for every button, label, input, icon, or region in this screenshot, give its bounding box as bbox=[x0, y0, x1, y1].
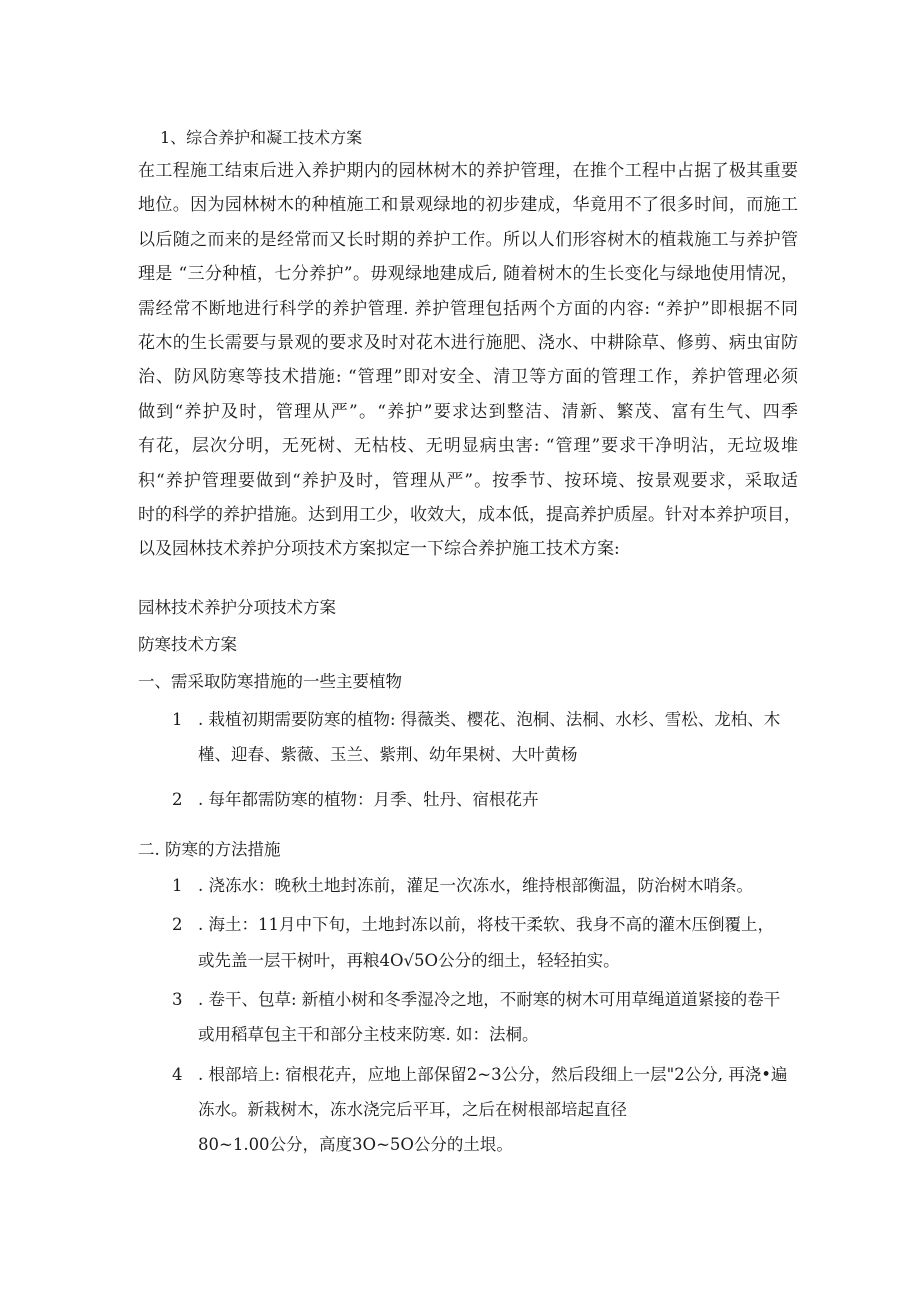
paragraph-line: 理是 “三分种植，七分养护”。毋观绿地建成后, 随着树木的生长变化与绿地使用情况， bbox=[138, 264, 798, 285]
list-item bbox=[172, 788, 539, 812]
section-heading: 1、综合养护和凝工技术方案 bbox=[160, 128, 363, 147]
list-item-text: . 海土：11月中下旬，土地封冻以前，将枝干柔软、我身不高的灌木压倒覆上， bbox=[198, 915, 774, 934]
paragraph-line: 有花，层次分明，无死树、无枯枝、无明显病虫害: “管理”要求干净明沾，无垃圾堆 bbox=[138, 436, 798, 457]
list-item bbox=[172, 988, 780, 1012]
list-item-text: . 浇冻水：晚秋土地封冻前，灌足一次冻水，维持根部衡温，防治树木哨条。 bbox=[198, 876, 753, 895]
list-item-number: 2 bbox=[172, 915, 183, 934]
subtitle-garden-tech: 园林技术养护分项技术方案 bbox=[138, 598, 336, 617]
paragraph-line: 地位。因为园林树木的种植施工和景观绿地的初步建成，华竟用不了很多时间，而施工 bbox=[138, 195, 798, 216]
paragraph-line: 以及园林技术养护分项技术方案拟定一下综合养护施工技术方案: bbox=[138, 539, 620, 560]
list-item-number: 1 bbox=[172, 710, 183, 729]
paragraph-line: 以后随之而来的是经常而又长时期的养护工作。所以人们形容树木的植栽施工与养护管 bbox=[138, 229, 798, 250]
list-item-text: . 栽植初期需要防寒的植物: 得薇类、樱花、泡桐、法桐、水杉、雪松、龙柏、木 bbox=[198, 710, 781, 729]
list-item-text: . 卷干、包草: 新植小树和冬季湿冷之地，不耐寒的树木可用草绳道道紧接的卷干 bbox=[198, 990, 781, 1009]
paragraph-line: 在工程施工结束后进入养护期内的园林树木的养护管理，在推个工程中占据了极其重要 bbox=[138, 161, 798, 181]
section-1-title: 一、需采取防寒措施的一些主要植物 bbox=[138, 672, 402, 691]
list-item-number: 4 bbox=[172, 1065, 183, 1084]
list-item bbox=[172, 708, 780, 732]
list-item-continuation: 或用稻草包主干和部分主枝来防寒. 如：法桐。 bbox=[198, 1025, 539, 1044]
list-item-continuation: 80~1.00公分，高度3O~5O公分的土垠。 bbox=[198, 1135, 513, 1154]
paragraph-line: 积“养护管理要做到“养护及时，管理从严”。按季节、按环境、按景观要求，采取适 bbox=[138, 470, 798, 491]
paragraph-line: 花木的生长需要与景观的要求及时对花木进行施肥、浇水、中耕除草、修剪、病虫宙防 bbox=[138, 332, 798, 353]
list-item-text: . 每年都需防寒的植物：月季、牡丹、宿根花卉 bbox=[198, 790, 539, 809]
list-item-number: 3 bbox=[172, 990, 183, 1009]
list-item-text: . 根部培上: 宿根花卉，应地上部保留2~3公分，然后段细上一层"2公分, 再浇•遍 bbox=[198, 1065, 788, 1084]
list-item-continuation: 或先盖一层干树叶，再粮4O√5O公分的细土，轻轻拍实。 bbox=[198, 951, 620, 970]
paragraph-line: 治、防风防寒等技术措施: “管理”即对安全、清卫等方面的管理工作，养护管理必须 bbox=[138, 367, 798, 388]
list-item-continuation: 槿、迎春、紫薇、玉兰、紫荆、幼年果树、大叶黄杨 bbox=[198, 745, 578, 764]
list-item bbox=[172, 1063, 787, 1087]
list-item bbox=[172, 913, 774, 937]
paragraph-line: 需经常不断地进行科学的养护管理. 养护管理包括两个方面的内容: “养护”即根据不同 bbox=[138, 298, 798, 319]
list-item-number: 1 bbox=[172, 876, 183, 895]
paragraph-line: 做到“养护及时，管理从严”。“养护”要求达到整洁、清新、繁茂、富有生气、四季 bbox=[138, 401, 798, 422]
intro-paragraph bbox=[138, 156, 801, 569]
paragraph-line: 时的科学的养护措施。达到用工少，收效大，成本低，提高养护质屋。针对本养护项目， bbox=[138, 504, 801, 525]
list-item-continuation: 冻水。新栽树木，冻水浇完后平耳，之后在树根部培起直径 bbox=[198, 1100, 627, 1119]
list-item bbox=[172, 874, 753, 898]
subtitle-cold-protection: 防寒技术方案 bbox=[138, 635, 237, 654]
list-item-number: 2 bbox=[172, 790, 183, 809]
section-2-title: 二. 防寒的方法措施 bbox=[138, 840, 281, 859]
